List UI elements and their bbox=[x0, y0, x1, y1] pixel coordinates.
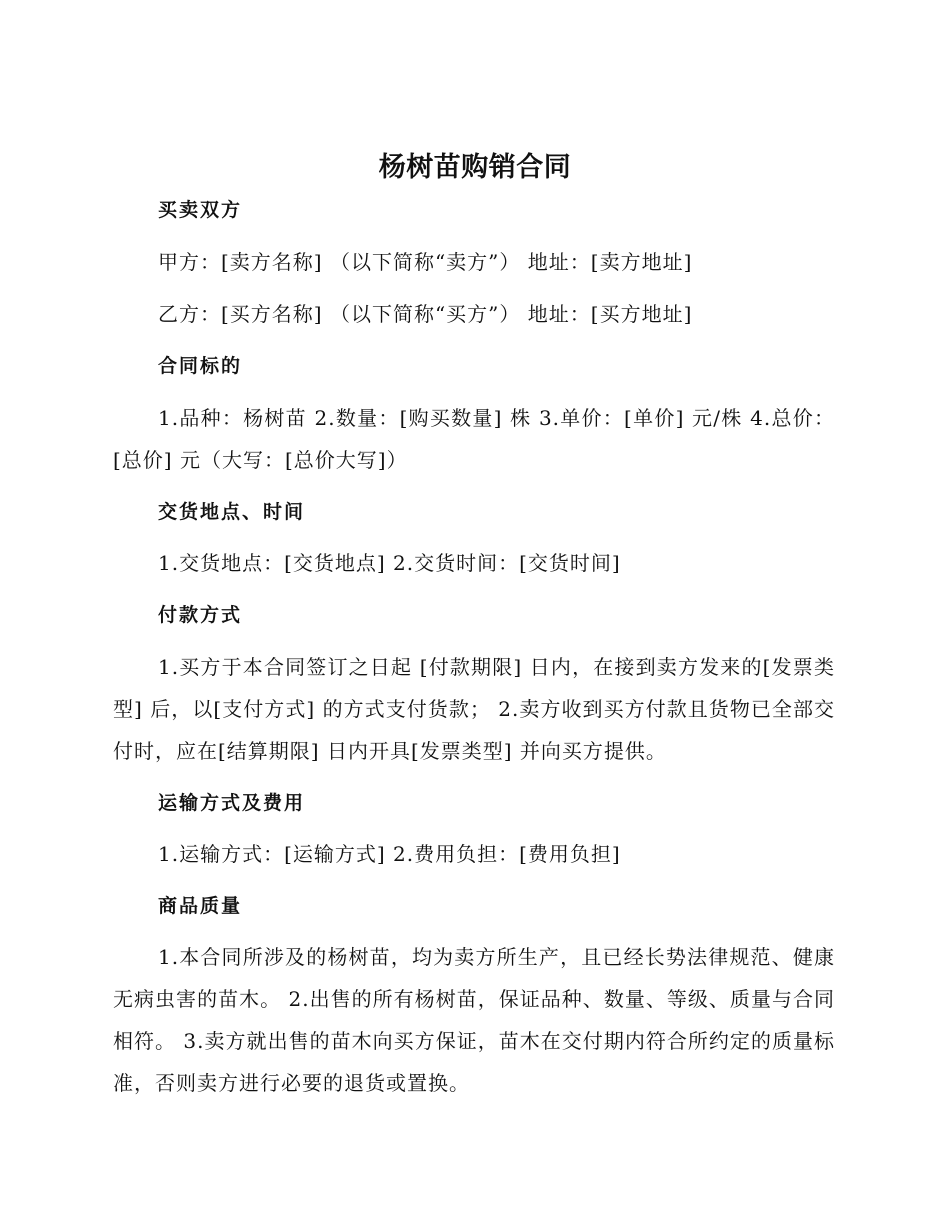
section-heading-subject: 合同标的 bbox=[158, 355, 243, 377]
transport-line: 1.运输方式：[运输方式] 2.费用负担：[费用负担] bbox=[158, 842, 621, 866]
section-heading-payment: 付款方式 bbox=[158, 604, 243, 626]
payment-paragraph: 1.买方于本合同签订之日起 [付款期限] 日内，在接到卖方发来的[发票类型] 后，以[支付方式] 的方式支付货款； 2.卖方收到买方付款且货物已全部交付时，应在[结算期限] 日内开具[发票类型] 并向买方提供。 bbox=[113, 655, 835, 763]
section-heading-quality: 商品质量 bbox=[158, 895, 243, 917]
party-a-line: 甲方：[卖方名称] （以下简称“卖方”） 地址：[卖方地址] bbox=[158, 250, 693, 274]
quality-paragraph: 1.本合同所涉及的杨树苗，均为卖方所生产，且已经长势法律规范、健康无病虫害的苗木。 2.出售的所有杨树苗，保证品种、数量、等级、质量与合同相符。 3.卖方就出售的苗木向买方保证，苗木在交付期内符合所约定的质量标准，否则卖方进行必要的退货或置换。 bbox=[113, 945, 835, 1095]
section-heading-delivery: 交货地点、时间 bbox=[158, 501, 306, 523]
subject-paragraph: 1.品种：杨树苗 2.数量：[购买数量] 株 3.单价：[单价] 元/株 4.总价：[总价] 元（大写：[总价大写]） bbox=[113, 406, 835, 472]
section-heading-parties: 买卖双方 bbox=[158, 199, 243, 221]
delivery-line: 1.交货地点：[交货地点] 2.交货时间：[交货时间] bbox=[158, 551, 621, 575]
section-heading-transport: 运输方式及费用 bbox=[158, 792, 306, 814]
document-title: 杨树苗购销合同 bbox=[378, 152, 572, 183]
party-b-line: 乙方：[买方名称] （以下简称“买方”） 地址：[买方地址] bbox=[158, 302, 693, 326]
